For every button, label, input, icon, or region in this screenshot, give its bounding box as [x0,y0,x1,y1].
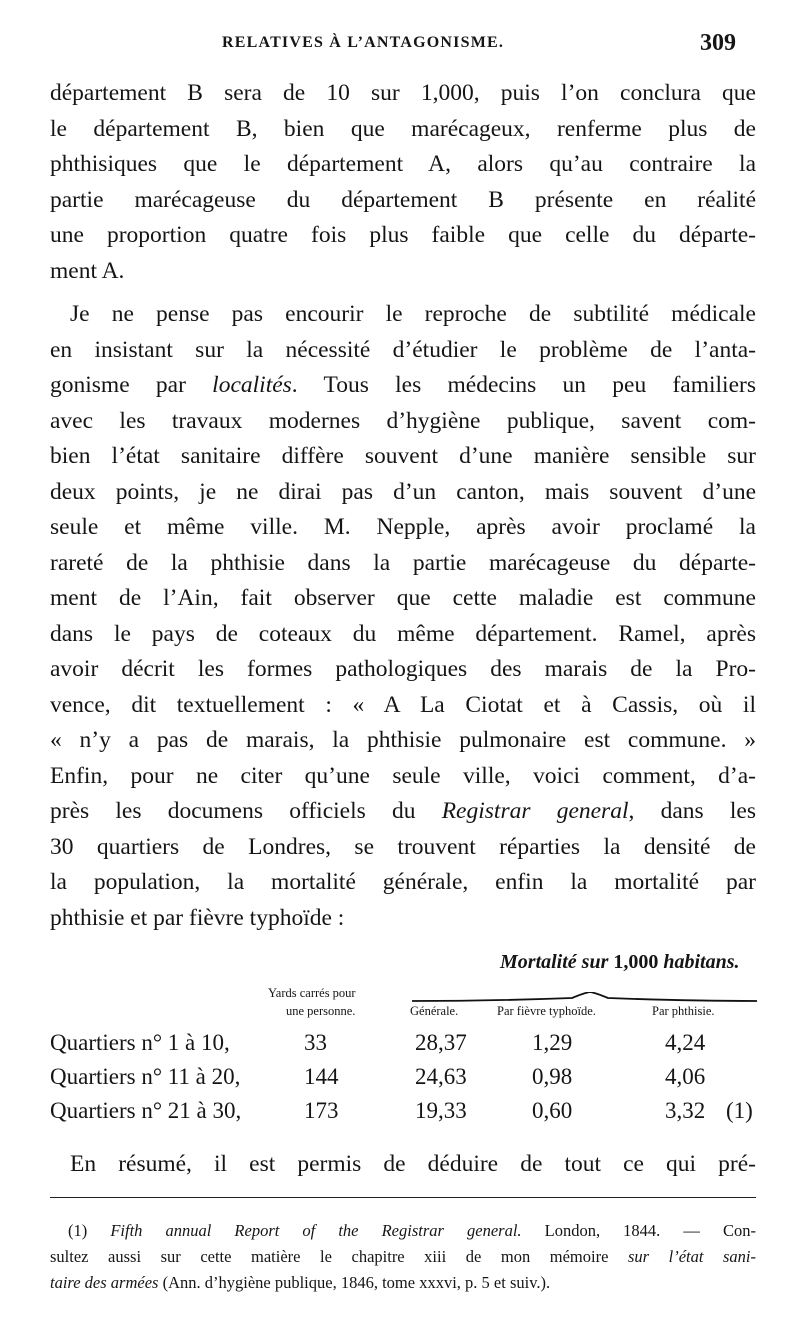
text-segment: (Ann. d’hygiène publique, 1846, tome xxxvi, p. 5 et suiv.). [158,1273,551,1292]
text-segment: près les documens officiels du [50,798,442,824]
text-line [50,368,756,404]
cell-generale: 28,37 [415,1030,467,1055]
cell-generale: 19,33 [415,1098,467,1123]
cell-fievre: 0,98 [532,1064,573,1089]
text-line: deux points, je ne dirai pas d’un canton, mais souvent d’une [50,478,756,505]
mortality-table [0,1030,800,1132]
table-row [0,1064,800,1098]
italic-term: localités [212,372,292,398]
footnote-title: Fifth annual Report of the Registrar general. [110,1221,522,1240]
running-head [0,30,800,64]
row-label: Quartiers n° 1 à 10, [50,1030,230,1055]
text-segment: sultez aussi sur cette matière le chapitre xiii de mon mémoire [50,1247,628,1266]
text-line: ment de l’Ain, fait observer que cette maladie est commune [50,585,756,611]
text-line: phthisiques que le département A, alors qu’au contraire la [50,151,756,177]
text-line: rareté de la phthisie dans la partie marécageuse du départe- [50,549,756,576]
cell-phthisie: 4,06 [665,1064,706,1089]
cell-yards: 173 [304,1098,339,1123]
italic-term: sur l’état sani- [627,1247,756,1266]
text-segment: . Tous les médecins un peu familiers [291,372,756,398]
footnote-line [50,1270,756,1296]
text-segment: London, 1844. — Con- [521,1221,756,1240]
text-line: 30 quartiers de Londres, se trouvent réparties la densité de [50,833,756,860]
text-line: « n’y a pas de marais, la phthisie pulmonaire est commune. » [50,727,756,753]
row-label: Quartiers n° 21 à 30, [50,1098,242,1123]
table-headers [0,986,800,1026]
footnote-number: (1) [68,1221,111,1240]
header-phthisie: Par phthisie. [652,1004,715,1018]
header-yards-line2: une personne. [286,1004,356,1018]
text-line: le département B, bien que marécageux, renferme plus de [50,115,756,142]
text-segment: , dans les [628,798,756,824]
header-generale: Générale. [410,1004,459,1018]
text-line: vence, dit textuellement : « A La Ciotat et à Cassis, où il [50,691,756,718]
table-caption-text [500,951,740,974]
table-caption [0,951,800,981]
text-line: partie marécageuse du département B présente en réalité [50,186,756,213]
cell-fievre: 0,60 [532,1098,573,1123]
caption-number: 1,000 [613,951,659,973]
text-line: Je ne pense pas encourir le reproche de subtilité médicale [70,301,756,327]
text-line: bien l’état sanitaire diffère souvent d’une manière sensible sur [50,443,756,469]
text-line: dans le pays de coteaux du même département. Ramel, après [50,620,756,647]
row-label: Quartiers n° 11 à 20, [50,1064,241,1089]
text-line: avoir décrit les formes pathologiques des marais de la Pro- [50,656,756,682]
cell-generale: 24,63 [415,1064,467,1089]
text-line: En résumé, il est permis de déduire de tout ce qui pré- [70,1151,756,1177]
footnote-line [50,1244,756,1270]
text-line: ment A. [50,257,125,284]
footnote-line [50,1218,756,1244]
text-line [50,794,756,830]
text-line: seule et même ville. M. Nepple, après avoir proclamé la [50,514,756,540]
header-yards-line1: Yards carrés pour [268,986,356,1000]
text-line: avec les travaux modernes d’hygiène publique, savent com- [50,407,756,434]
header-fievre: Par fièvre typhoïde. [497,1004,596,1018]
caption-unit: habitans. [663,951,740,973]
page-number: 309 [700,30,736,56]
table-row [0,1098,800,1132]
cell-phthisie: 3,32 [665,1098,706,1123]
cell-phthisie: 4,24 [665,1030,706,1055]
text-line: la population, la mortalité générale, enfin la mortalité par [50,869,756,895]
text-segment: gonisme par [50,372,213,398]
table-row [0,1030,800,1064]
body-text [50,76,756,936]
caption-label: Mortalité sur [500,951,609,973]
cell-fievre: 1,29 [532,1030,573,1055]
running-title: RELATIVES À L’ANTAGONISME. [222,34,505,51]
footnote-rule [50,1197,756,1198]
footnote-marker: (1) [726,1098,753,1123]
text-line: en insistant sur la nécessité d’étudier le problème de l’anta- [50,336,756,363]
closing-text [50,1147,756,1183]
italic-term: Registrar general [441,798,629,824]
italic-term: taire des armées [50,1273,159,1292]
footnote [50,1218,756,1296]
text-line: département B sera de 10 sur 1,000, puis l’on conclura que [50,80,756,106]
text-line: phthisie et par fièvre typhoïde : [50,904,345,931]
text-line: une proportion quatre fois plus faible que celle du départe- [50,222,756,248]
cell-yards: 33 [304,1030,327,1055]
text-line: Enfin, pour ne citer qu’une seule ville, voici comment, d’a- [50,762,756,789]
cell-yards: 144 [304,1064,339,1089]
